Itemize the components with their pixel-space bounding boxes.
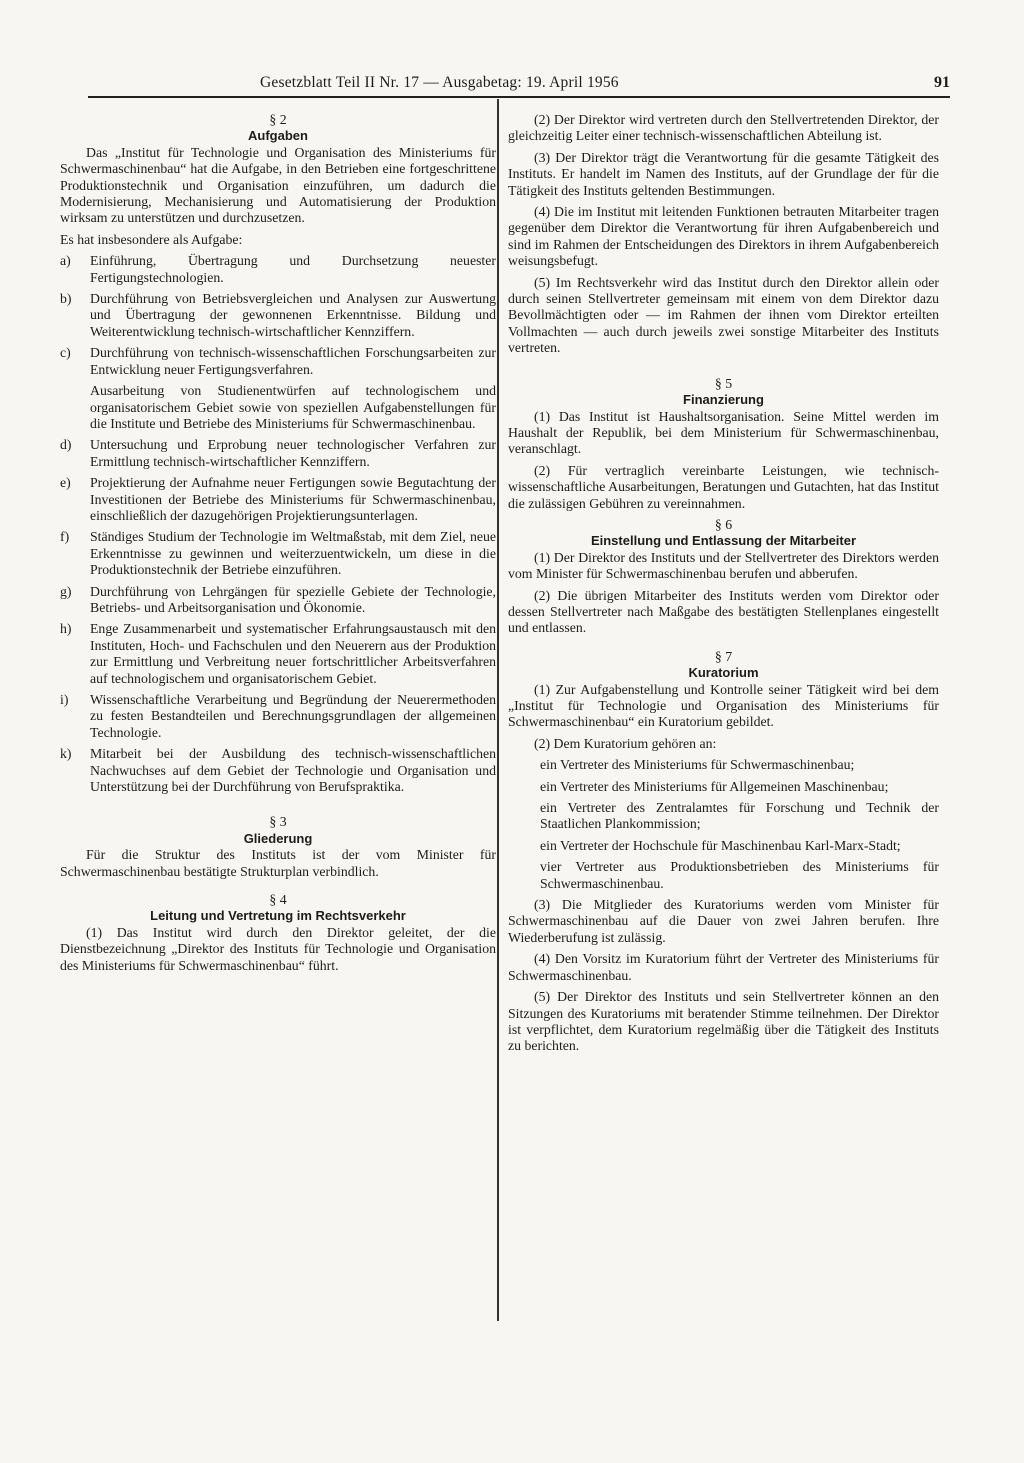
section-7-paragraph-1: (1) Zur Aufgabenstellung und Kontrolle seiner Tätigkeit wird bei dem „Institut für Technologie und Organisation des Ministeriums für Schwermaschinenbau“ ein Kuratorium gebildet.	[508, 681, 939, 730]
section-5-paragraph-2: (2) Für vertraglich vereinbarte Leistungen, wie technisch-wissenschaftliche Ausarbeitungen, Beratungen und Gutachten, hat das Institut die zulässigen Gebühren zu vereinnahmen.	[508, 462, 939, 511]
list-item: k) Mitarbeit bei der Ausbildung des technisch-wissenschaftlichen Nachwuchses auf dem Gebiet der Technologie und Organisation und Unterstützung bei der Durchführung von Berufspraktika.	[60, 746, 496, 795]
section-4-paragraph-2: (2) Der Direktor wird vertreten durch den Stellvertretenden Direktor, der gleichzeitig Leiter einer technisch-wissenschaftlichen Abteilung ist.	[508, 112, 939, 144]
member-item: vier Vertreter aus Produktionsbetrieben des Ministeriums für Schwermaschinenbau.	[540, 859, 939, 891]
page-number: 91	[934, 74, 950, 91]
section-7-paragraph-4: (4) Den Vorsitz im Kuratorium führt der Vertreter des Ministeriums für Schwermaschinenbau.	[508, 951, 939, 983]
section-7-paragraph-5: (5) Der Direktor des Instituts und sein Stellvertreter können an den Sitzungen des Kuratoriums mit beratender Stimme teilnehmen. Der Direktor ist verpflichtet, dem Kuratorium regelmäßig über die Tätigkeit des Instituts zu berichten.	[508, 989, 939, 1054]
list-item: g) Durchführung von Lehrgängen für spezielle Gebiete der Technologie, Betriebs- und Arbeitsorganisation und Ökonomie.	[60, 583, 496, 615]
column-divider	[497, 99, 499, 1321]
member-item: ein Vertreter des Zentralamtes für Forschung und Technik der Staatlichen Plankommission;	[540, 800, 939, 832]
section-3-paragraph: Für die Struktur des Instituts ist der vom Minister für Schwermaschinenbau bestätigte Strukturplan verbindlich.	[60, 847, 496, 879]
section-7-heading: Kuratorium	[688, 665, 759, 681]
list-item: i) Wissenschaftliche Verarbeitung und Begründung der Neuerermethoden zu festen Bestandteilen und Berechnungsgrundlagen der allgemeinen Technologie.	[60, 692, 496, 740]
section-5-paragraph-1: (1) Das Institut ist Haushaltsorganisation. Seine Mittel werden im Haushalt der Republik, bei dem Ministerium für Schwermaschinenbau, veranschlagt.	[508, 408, 939, 457]
section-2-paragraph: Das „Institut für Technologie und Organisation des Ministeriums für Schwermaschinenbau“ hat die Aufgabe, in den Betrieben eine fortgeschrittene Produktionstechnik und Organisation einzuführen, um dadurch die Modernisierung, Mechanisierung und Automatisierung der Produktion wirksam zu unterstützen und durchzusetzen.	[60, 144, 496, 226]
member-item: ein Vertreter des Ministeriums für Schwermaschinenbau;	[540, 757, 855, 773]
section-2-intro: Es hat insbesondere als Aufgabe:	[60, 231, 243, 247]
section-4-paragraph-4: (4) Die im Institut mit leitenden Funktionen betrauten Mitarbeiter tragen gegenüber dem Direktor die Verantwortung für ihren Aufgabenbereich und sind im Rahmen der Entscheidungen des Direktors in ihrem Aufgabenbereich weisungsbefugt.	[508, 204, 939, 269]
section-6-heading: Einstellung und Entlassung der Mitarbeiter	[590, 533, 857, 549]
list-item: f) Ständiges Studium der Technologie im Weltmaßstab, mit dem Ziel, neue Erkenntnisse zu gewinnen und weiterzuentwickeln, um diese in die Produktionstechnik der Betriebe einzuführen.	[60, 529, 496, 578]
section-4-paragraph-3: (3) Der Direktor trägt die Verantwortung für die gesamte Tätigkeit des Instituts. Er handelt im Namen des Instituts, auf der Grundlage der für die Tätigkeit des Instituts geltenden Bestimmungen.	[508, 149, 939, 198]
list-item: a) Einführung, Übertragung und Durchsetzung neuester Fertigungstechnologien.	[60, 253, 496, 285]
section-5-heading: Finanzierung	[683, 392, 764, 408]
section-2-heading: Aufgaben	[248, 128, 308, 144]
member-item: ein Vertreter des Ministeriums für Allgemeinen Maschinenbau;	[540, 778, 889, 794]
list-item: b) Durchführung von Betriebsvergleichen und Analysen zur Auswertung und Übertragung der gewonnenen Erkenntnisse. Bildung und Weiterentwicklung technisch-wirtschaftlicher Kennziffern.	[60, 291, 496, 339]
section-3-number: § 3	[269, 814, 287, 830]
section-5-number: § 5	[714, 375, 733, 391]
section-2-number: § 2	[269, 112, 287, 127]
list-item: h) Enge Zusammenarbeit und systematischer Erfahrungsaustausch mit den Instituten, Hoch- und Fachschulen und den Neuerern aus der Produktion zur Ermittlung und Verbreitung neuer fortschrittlicher Arbeitsverfahren auf technologischem und organisatorischem Gebiet.	[60, 621, 496, 686]
left-column	[60, 112, 496, 979]
section-7-number: § 7	[714, 648, 733, 664]
section-6-number: § 6	[714, 516, 733, 532]
list-item: e) Projektierung der Aufnahme neuer Fertigungen sowie Begutachtung der Investitionen der Betriebe des Ministeriums für Schwermaschinenbau, einschließlich der dazugehörigen Projektierungsunterlagen.	[60, 475, 496, 523]
section-7-paragraph-2: (2) Dem Kuratorium gehören an:	[534, 735, 717, 751]
header-rule	[88, 96, 950, 98]
section-4-number: § 4	[269, 892, 287, 908]
section-6-paragraph-1: (1) Der Direktor des Instituts und der Stellvertreter des Direktors werden vom Minister für Schwermaschinenbau berufen und abberufen.	[508, 549, 939, 582]
gazette-title: Gesetzblatt Teil II Nr. 17 — Ausgabetag: 19. April 1956	[260, 74, 619, 91]
page-header	[88, 74, 950, 96]
section-4-paragraph-1: (1) Das Institut wird durch den Direktor geleitet, der die Dienstbezeichnung „Direktor des Instituts für Technologie und Organisation des Ministeriums für Schwermaschinenbau“ führt.	[60, 924, 496, 973]
list-item-continuation: Ausarbeitung von Studienentwürfen auf technologischem und organisatorischem Gebiet sowie von speziellen Aufgabenstellungen für die Institute und Betriebe des Ministeriums für Schwermaschinenbau.	[90, 383, 496, 431]
list-item: c) Durchführung von technisch-wissenschaftlichen Forschungsarbeiten zur Entwicklung neuer Fertigungsverfahren.	[60, 345, 496, 377]
section-4-heading: Leitung und Vertretung im Rechtsverkehr	[150, 908, 406, 924]
section-4-paragraph-5: (5) Im Rechtsverkehr wird das Institut durch den Direktor allein oder durch seinen Stellvertreter gemeinsam mit einem von dem Direktor dazu Bevollmächtigten oder — im Rahmen der ihnen vom Direktor erteilten Vollmachten — auch durch jeweils zwei sonstige Mitarbeiter des Instituts vertreten.	[508, 274, 939, 356]
section-6-paragraph-2: (2) Die übrigen Mitarbeiter des Instituts werden vom Direktor oder dessen Stellvertreter nach Maßgabe des bestätigten Stellenplanes eingestellt und entlassen.	[508, 587, 939, 636]
member-item: ein Vertreter der Hochschule für Maschinenbau Karl-Marx-Stadt;	[540, 837, 901, 853]
right-column	[508, 112, 939, 1060]
section-3-heading: Gliederung	[243, 830, 313, 846]
list-item: d) Untersuchung und Erprobung neuer technologischer Verfahren zur Ermittlung technisch-wirtschaftlicher Kennziffern.	[60, 437, 496, 469]
section-7-paragraph-3: (3) Die Mitglieder des Kuratoriums werden vom Minister für Schwermaschinenbau auf die Dauer von zwei Jahren berufen. Ihre Wiederberufung ist zulässig.	[508, 897, 939, 945]
